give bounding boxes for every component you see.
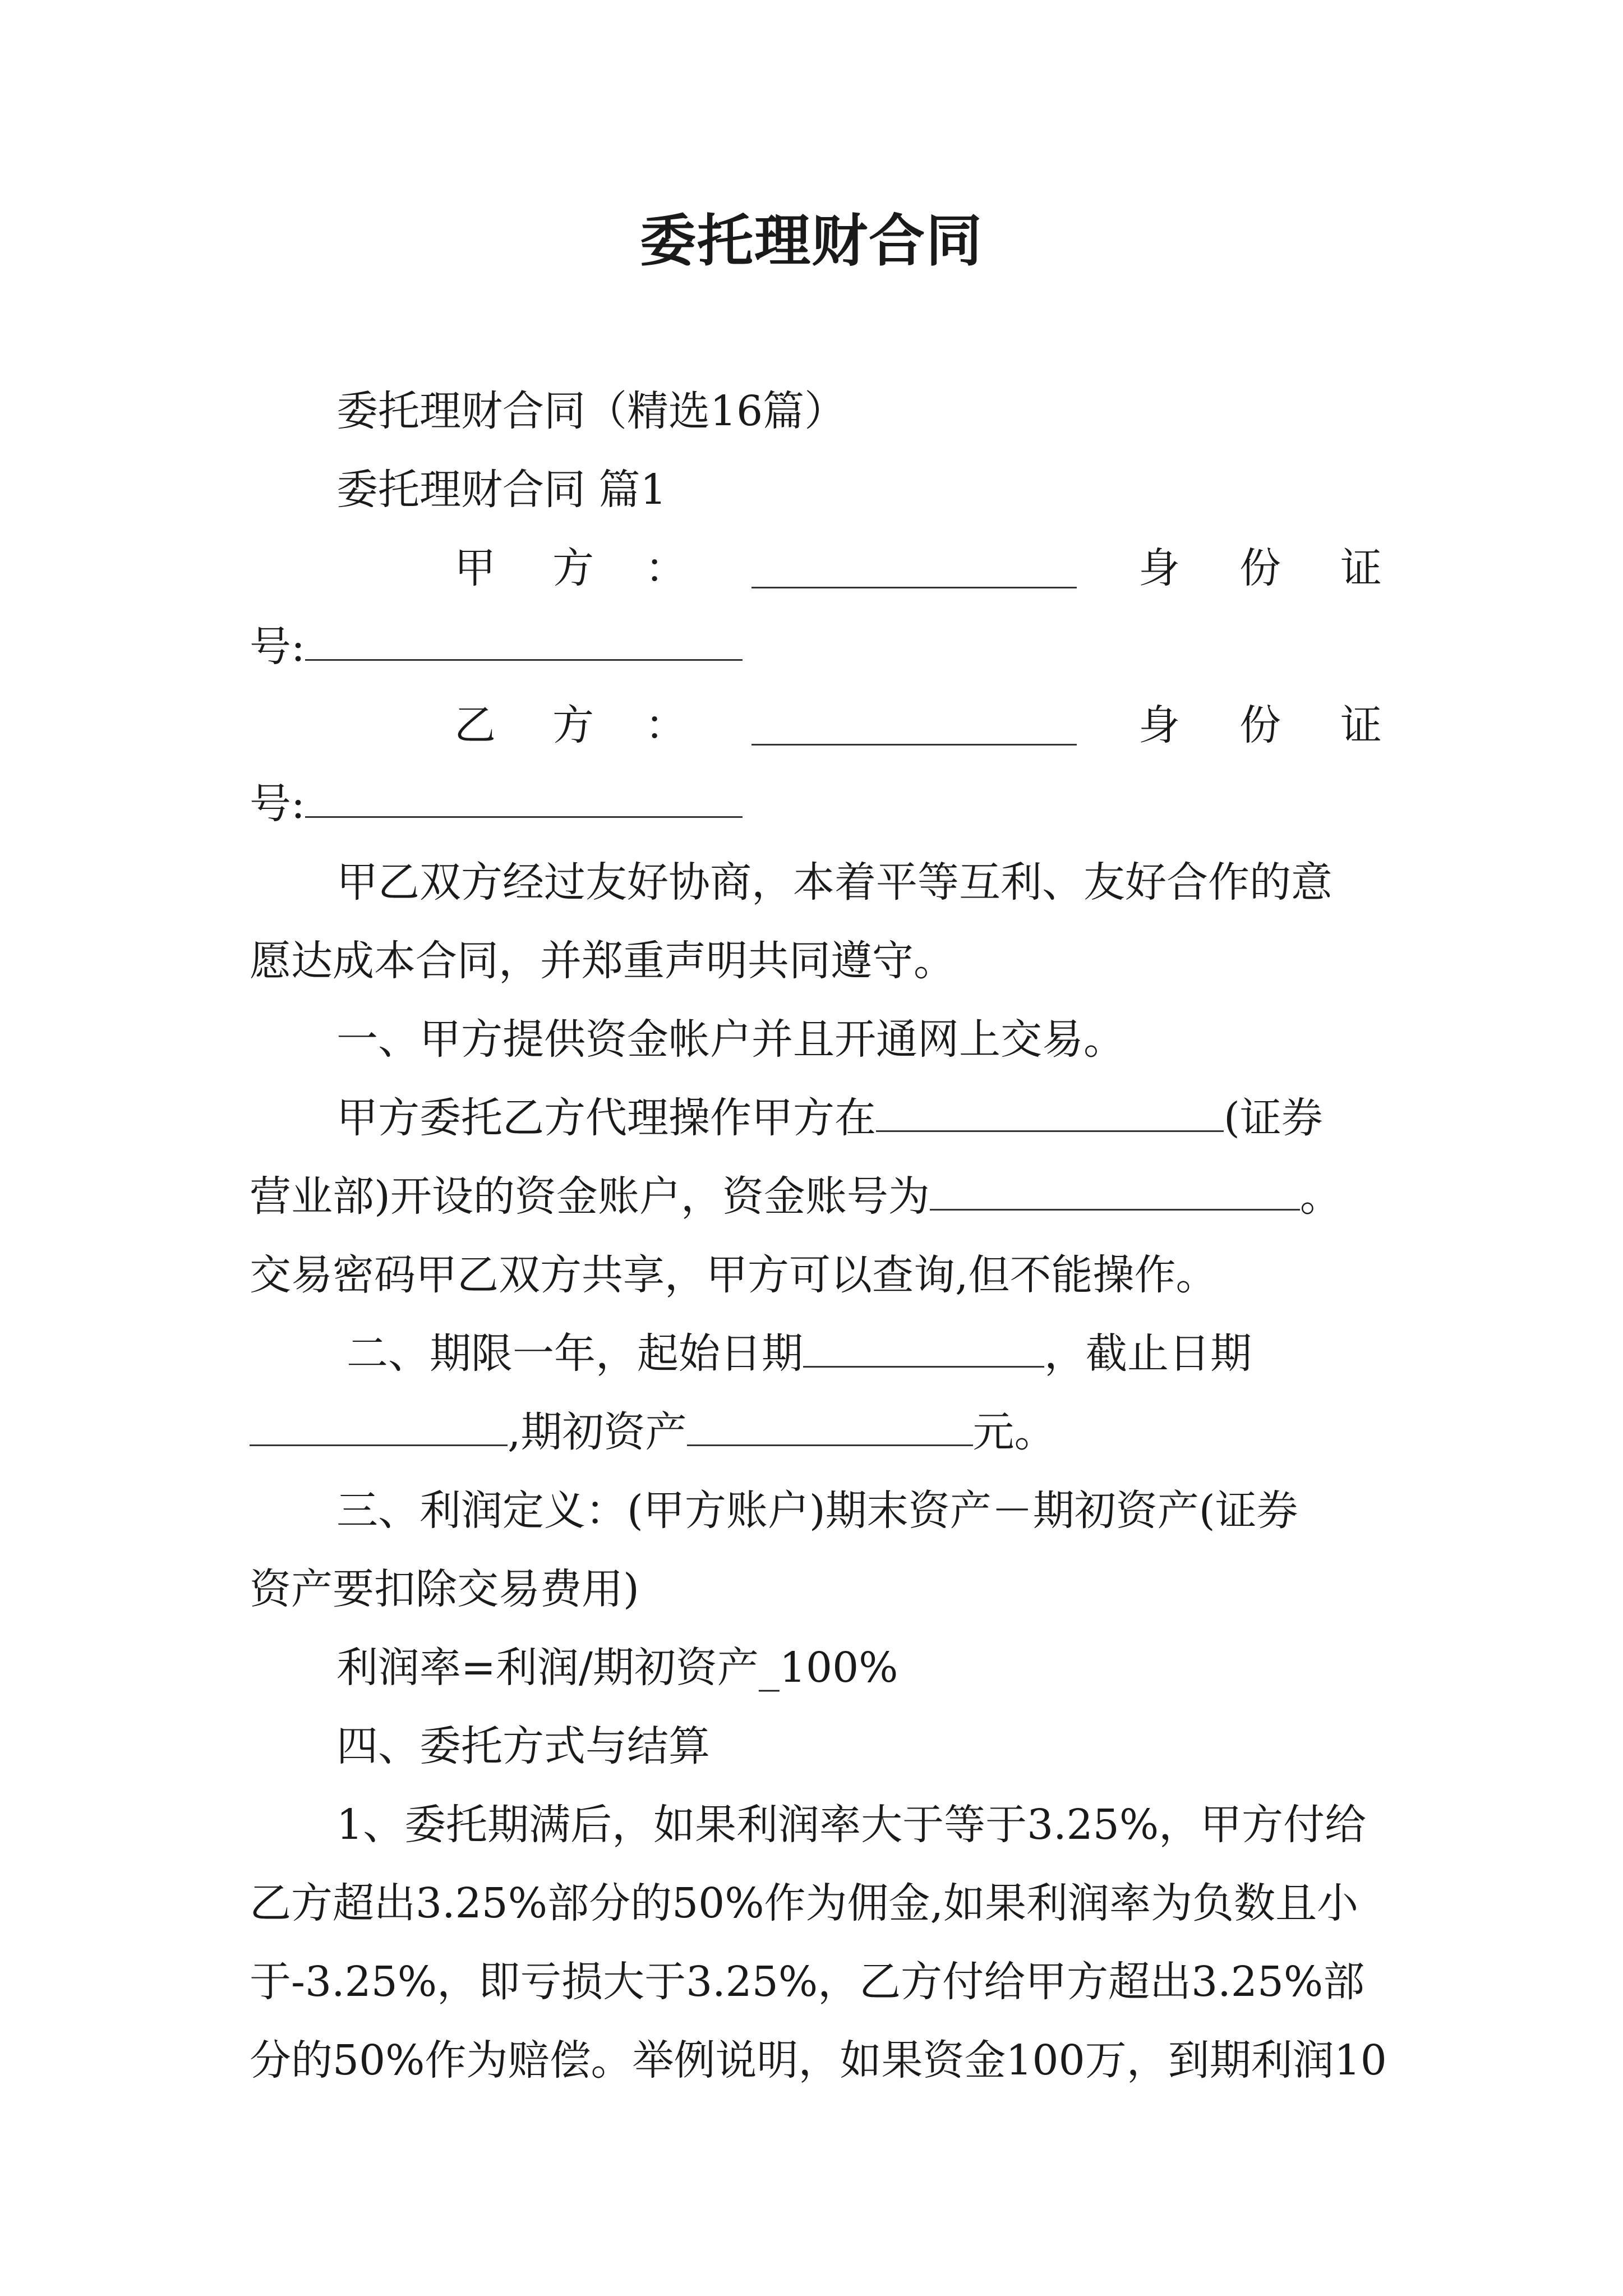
party-b-id-3: 证 [1340, 701, 1382, 749]
party-a-row [0, 537, 1623, 599]
party-a-label-1: 甲 [454, 544, 496, 592]
party-a-label-2: 方 [552, 544, 594, 592]
securities-office-blank [876, 1089, 1224, 1132]
party-a-id-3: 证 [1340, 544, 1382, 592]
party-a-colon: ： [645, 544, 686, 592]
party-b-id-blank [305, 775, 743, 818]
clause-1-heading: 一、甲方提供资金帐户并且开通网上交易。 [336, 1015, 1125, 1064]
start-date-blank [803, 1324, 1044, 1368]
party-a-id-1: 身 [1138, 544, 1180, 592]
clause-4-1-line-3: 于-3.25%，即亏损大于3.25%，乙方付给甲方超出3.25%部 [250, 1958, 1365, 2006]
clause-1-line-2 [250, 1166, 1341, 1227]
clause-1-text-c: 营业部)开设的资金账户，资金账号为 [250, 1172, 930, 1221]
clause-3-line-2: 资产要扣除交易费用) [250, 1565, 639, 1613]
profit-rate-formula: 利润率=利润/期初资产_100% [336, 1644, 898, 1692]
agreement-line-2: 愿达成本合同，并郑重声明共同遵守。 [250, 937, 955, 985]
initial-assets-blank [687, 1403, 973, 1446]
clause-2-line-2 [250, 1401, 1056, 1463]
party-b-label-1: 乙 [454, 701, 496, 749]
clause-1-text-a: 甲方委托乙方代理操作甲方在 [336, 1094, 876, 1142]
clause-2-text-b: ，截止日期 [1044, 1329, 1252, 1378]
clause-1-line-1 [336, 1087, 1323, 1149]
party-b-id-line [250, 773, 743, 835]
clause-4-1-line-4: 分的50%作为赔偿。举例说明，如果资金100万，到期利润10 [250, 2036, 1387, 2085]
party-b-id-suffix: 号: [250, 780, 305, 828]
document-title: 委托理财合同 [640, 208, 983, 274]
clause-1-line-3: 交易密码甲乙双方共享，甲方可以查询,但不能操作。 [250, 1251, 1218, 1299]
clause-4-1-line-1: 1、委托期满后，如果利润率大于等于3.25%，甲方付给 [336, 1801, 1367, 1849]
clause-2-text-a: 二、期限一年，起始日期 [347, 1329, 803, 1378]
account-number-blank [930, 1167, 1300, 1211]
clause-2-text-c: ,期初资产 [508, 1408, 687, 1456]
clause-1-text-b: (证券 [1224, 1094, 1323, 1142]
party-a-id-2: 份 [1239, 544, 1281, 592]
clause-2-text-d: 元。 [972, 1408, 1056, 1456]
clause-3-line-1: 三、利润定义：(甲方账户)期末资产－期初资产(证券 [336, 1487, 1298, 1535]
party-b-label-2: 方 [552, 701, 594, 749]
clause-4-1-line-2: 乙方超出3.25%部分的50%作为佣金,如果利润率为负数且小 [250, 1879, 1359, 1927]
clause-2-line-1 [347, 1323, 1252, 1384]
agreement-line-1: 甲乙双方经过友好协商，本着平等互利、友好合作的意 [336, 858, 1332, 907]
party-a-id-blank [305, 618, 743, 661]
party-b-id-1: 身 [1138, 701, 1180, 749]
party-a-name-blank [751, 587, 1077, 588]
party-b-name-blank [751, 744, 1077, 746]
party-b-row [0, 694, 1623, 756]
party-a-id-suffix: 号: [250, 623, 305, 671]
clause-1-text-d: 。 [1299, 1172, 1341, 1221]
party-b-colon: ： [645, 701, 686, 749]
section-heading: 委托理财合同 篇1 [336, 466, 667, 514]
end-date-blank [250, 1403, 508, 1446]
clause-4-heading: 四、委托方式与结算 [336, 1722, 710, 1770]
party-b-id-2: 份 [1239, 701, 1281, 749]
intro-line: 委托理财合同（精选16篇） [336, 387, 846, 435]
party-a-id-line [250, 616, 743, 678]
